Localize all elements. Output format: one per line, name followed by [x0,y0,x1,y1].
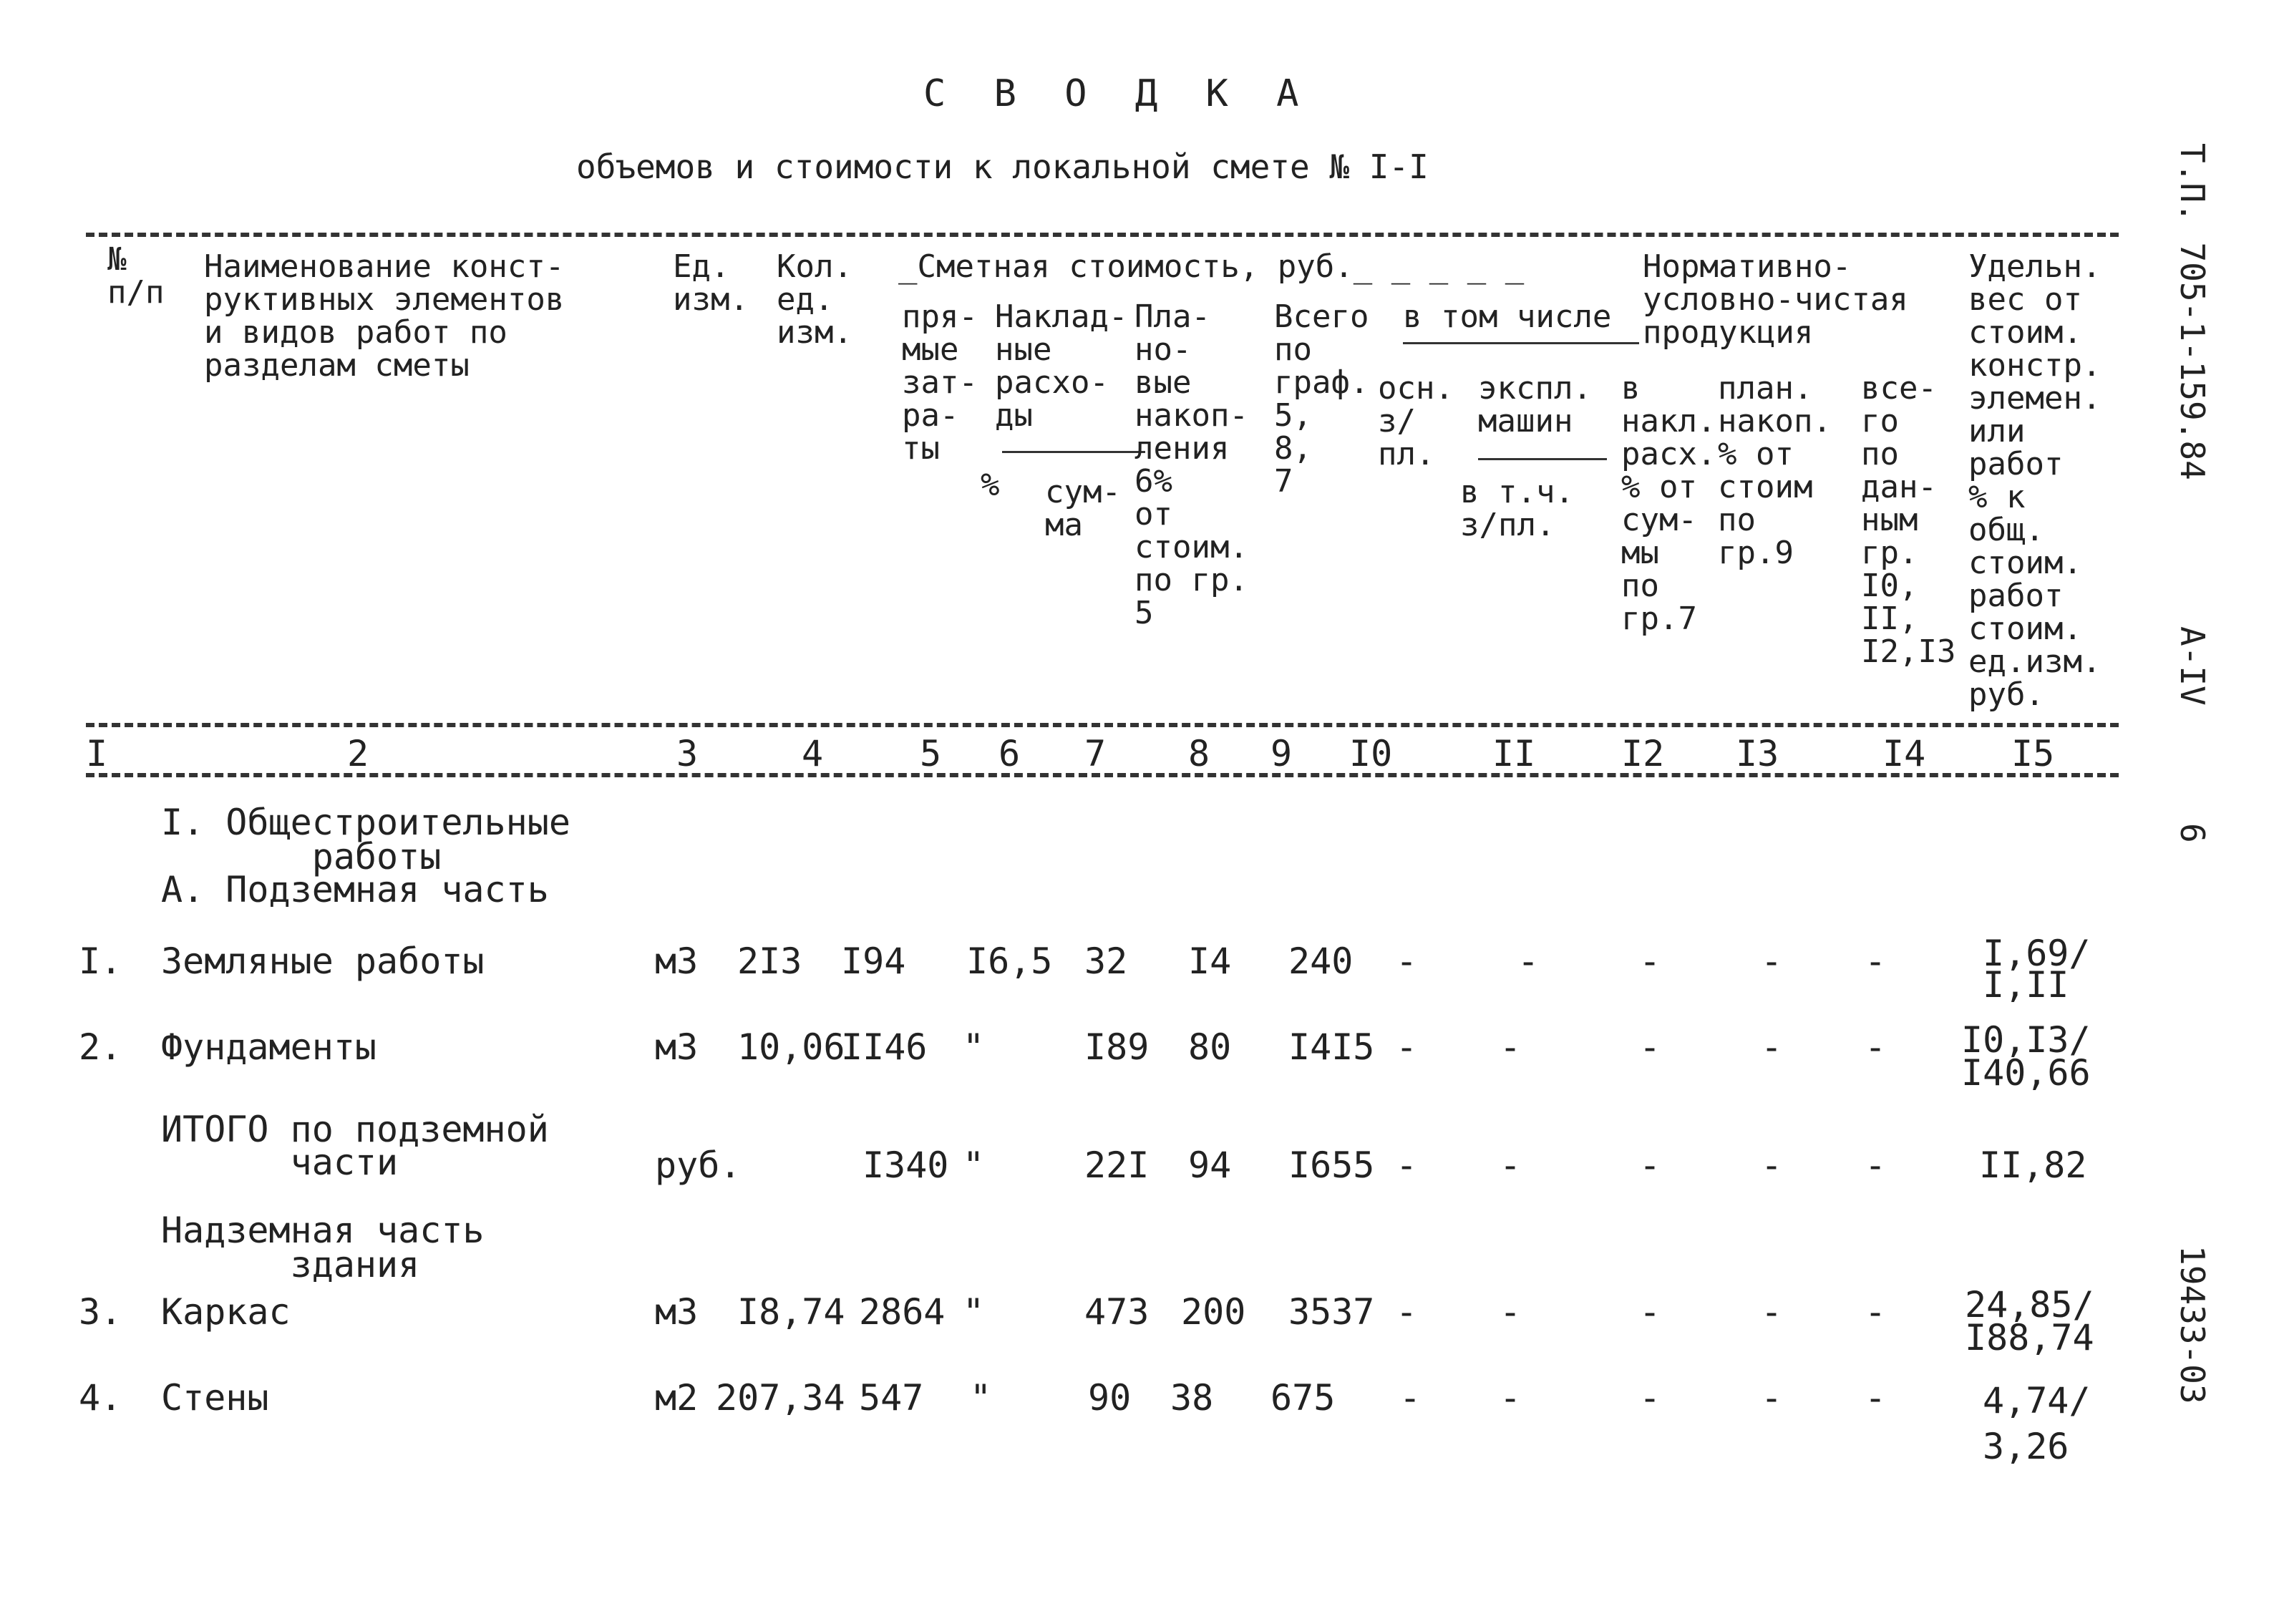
header-col-15: Удельн. вес от стоим. констр. элемен. или работ % к общ. стоим. работ стоим. ед.изм. руб. [1968,248,2101,713]
row-overhead-pct: " [963,1026,985,1068]
section-heading: I. Общестроительные работы [161,802,570,877]
row-col-10: - [1399,1377,1422,1419]
page-title: С В О Д К А [923,72,1312,115]
row-col-10: - [1396,1144,1418,1186]
header-col-11: экспл. машин [1478,370,1592,439]
inventory-number: 19433-03 [2173,1245,2212,1404]
row-total: I655 [1288,1144,1375,1186]
header-col-4: Кол. ед. изм. [777,248,852,351]
row-total: 675 [1270,1377,1336,1419]
row-col-11: - [1500,1026,1522,1068]
header-incl-rule [1403,342,1639,344]
header-group-cost: _Сметная стоимость, руб._ _ _ _ _ [898,248,1525,285]
page-number: 6 [2173,823,2212,843]
header-col-7: сум- ма [1045,474,1121,543]
row-col-13: - [1761,1144,1783,1186]
row-planned-savings: 200 [1181,1291,1246,1333]
row-col-14: - [1865,1291,1887,1333]
header-col-13: план. накоп. % от стоим по гр.9 [1718,370,1832,571]
row-planned-savings: 94 [1188,1144,1232,1186]
row-direct-costs: I340 [863,1144,949,1186]
row-col-13: - [1761,940,1783,982]
row-overhead-pct: I6,5 [966,940,1053,982]
row-share: I0,I3/ I40,66 [1961,1019,2091,1094]
row-name: ИТОГО по подземной части [161,1109,549,1183]
row-col-12: - [1639,940,1661,982]
header-overhead-rule [1002,451,1145,453]
row-qty: I8,74 [737,1291,845,1333]
row-planned-savings: 80 [1188,1026,1232,1068]
column-number: I3 [1736,733,1779,774]
column-number: 6 [998,733,1021,774]
row-col-10: - [1396,1291,1418,1333]
header-col-8: Пла- но- вые накоп- ления 6% от стоим. по гр. 5 [1134,298,1248,631]
section-heading: А. Подземная часть [161,869,549,910]
row-qty: 2I3 [737,940,802,982]
header-col-11b: в т.ч. з/пл. [1460,474,1574,543]
row-share: II,82 [1979,1144,2087,1186]
column-number: I0 [1349,733,1393,774]
row-share: 4,74/ 3,26 [1983,1380,2091,1467]
row-overhead-sum: 32 [1084,940,1128,982]
row-overhead-sum: 90 [1088,1377,1132,1419]
row-total: 3537 [1288,1291,1375,1333]
column-number: II [1492,733,1536,774]
header-col-10: осн. з/ пл. [1378,370,1454,472]
row-col-11: - [1500,1144,1522,1186]
column-number: I5 [2011,733,2055,774]
row-col-12: - [1639,1291,1661,1333]
row-unit: руб. [655,1144,742,1186]
column-number: 2 [347,733,369,774]
row-col-14: - [1865,1377,1887,1419]
row-col-12: - [1639,1026,1661,1068]
row-share: I,69/ I,II [1983,933,2091,1006]
row-qty: 10,06 [737,1026,845,1068]
row-overhead-sum: 22I [1084,1144,1150,1186]
row-col-13: - [1761,1026,1783,1068]
column-number: 7 [1084,733,1107,774]
section-heading: Надземная часть здания [161,1210,485,1285]
header-group-incl: в том числе [1403,298,1612,335]
document-code: Т.П. 705-1-159.84 [2173,143,2212,480]
header-col-12: в накл. расх. % от сум- мы по гр.7 [1621,370,1716,637]
header-bottom-rule [86,723,2119,727]
album-number: А-IV [2173,626,2212,706]
row-overhead-pct: " [963,1144,985,1186]
column-number: 5 [920,733,942,774]
row-number: 4. [79,1377,122,1419]
row-name: Стены [161,1377,269,1419]
row-col-11: - [1500,1377,1522,1419]
row-qty: 207,34 [716,1377,845,1419]
row-unit: м3 [655,1026,699,1068]
row-planned-savings: I4 [1188,940,1232,982]
row-share: 24,85/ I88,74 [1965,1284,2094,1358]
row-number: I. [79,940,122,982]
row-col-12: - [1639,1144,1661,1186]
header-col-5: пря- мые зат- ра- ты [902,298,978,467]
header-col-9: Всего по граф. 5, 8, 7 [1274,298,1369,500]
row-col-14: - [1865,1144,1887,1186]
row-col-11: - [1500,1291,1522,1333]
row-overhead-sum: I89 [1084,1026,1150,1068]
header-col-6-7: Наклад- ные расхо- ды [995,298,1128,434]
row-col-14: - [1865,1026,1887,1068]
row-direct-costs: 2864 [859,1291,946,1333]
row-unit: м3 [655,940,699,982]
row-planned-savings: 38 [1170,1377,1214,1419]
column-number: I4 [1882,733,1926,774]
header-group-norm: Нормативно- условно-чистая продукция [1643,248,1908,351]
header-col-6: % [981,467,1000,503]
row-total: 240 [1288,940,1354,982]
column-number: I [86,733,108,774]
row-name: Земляные работы [161,940,485,982]
column-number: I2 [1621,733,1665,774]
header-col-3: Ед. изм. [673,248,749,318]
row-name: Каркас [161,1291,291,1333]
column-number: 8 [1188,733,1210,774]
page-subtitle: объемов и стоимости к локальной смете № I-I [576,147,1429,186]
row-unit: м3 [655,1291,699,1333]
row-total: I4I5 [1288,1026,1375,1068]
column-number: 4 [802,733,824,774]
row-overhead-pct: " [970,1377,992,1419]
row-col-14: - [1865,940,1887,982]
row-direct-costs: 547 [859,1377,924,1419]
row-col-13: - [1761,1291,1783,1333]
header-top-rule [86,233,2119,237]
row-col-10: - [1396,940,1418,982]
column-number: 3 [676,733,699,774]
column-numbers-rule [86,773,2119,777]
row-col-12: - [1639,1377,1661,1419]
row-col-11: - [1517,940,1540,982]
header-col-14: все- го по дан- ным гр. I0, II, I2,I3 [1861,370,1956,670]
row-direct-costs: II46 [841,1026,928,1068]
header-col-1: № п/п [107,241,165,311]
row-number: 3. [79,1291,122,1333]
row-direct-costs: I94 [841,940,906,982]
row-overhead-pct: " [963,1291,985,1333]
column-number: 9 [1270,733,1293,774]
row-number: 2. [79,1026,122,1068]
header-col-2: Наименование конст- руктивных элементов и видов работ по разделам сметы [204,248,565,384]
header-machines-rule [1478,458,1607,460]
row-overhead-sum: 473 [1084,1291,1150,1333]
row-col-10: - [1396,1026,1418,1068]
row-name: Фундаменты [161,1026,377,1068]
row-unit: м2 [655,1377,699,1419]
row-col-13: - [1761,1377,1783,1419]
